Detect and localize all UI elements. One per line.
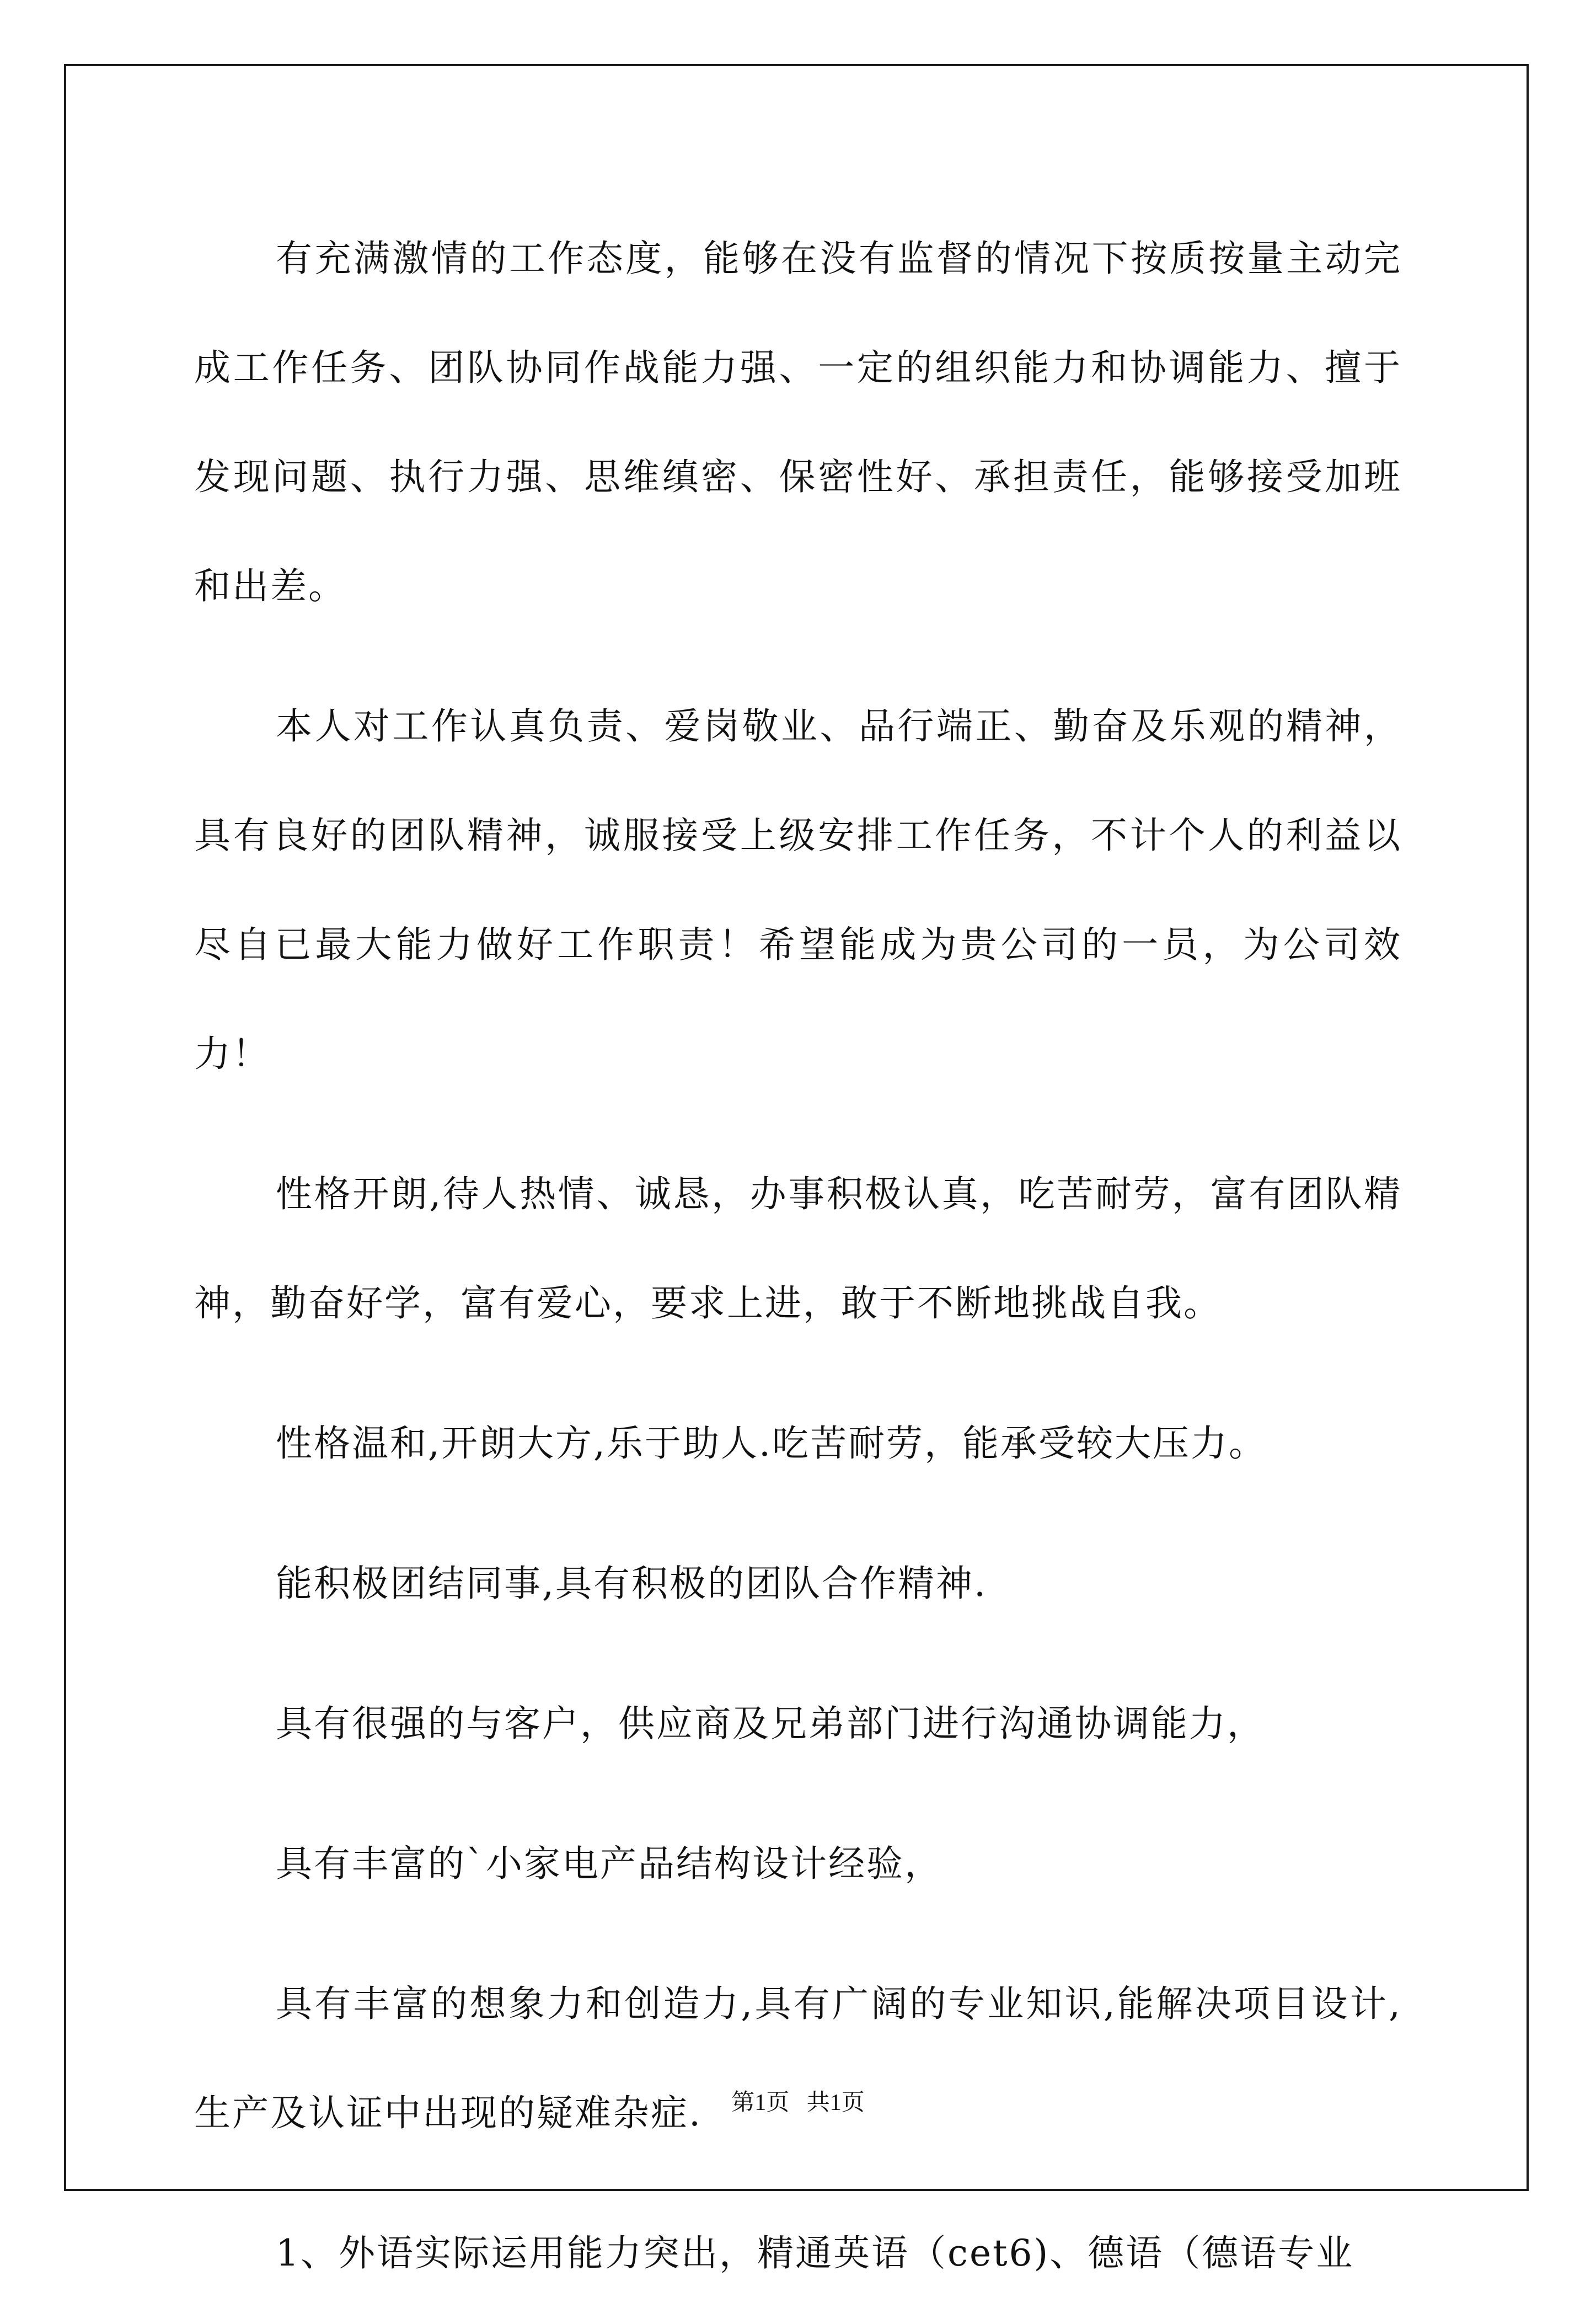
- paragraph-4: 性格温和,开朗大方,乐于助人.吃苦耐劳，能承受较大压力。: [276, 1422, 1267, 1465]
- paragraph-5: 能积极团结同事,具有积极的团队合作精神.: [276, 1562, 987, 1605]
- paragraph-6: 具有很强的与客户，供应商及兄弟部门进行沟通协调能力，: [276, 1702, 1265, 1745]
- paragraph-1: 有充满激情的工作态度，能够在没有监督的情况下按质按量主动完成工作任务、团队协同作战能力强、一定的组织能力和协调能力、擅于发现问题、执行力强、思维缜密、保密性好、承担责任，能够接受加班和出差。: [194, 237, 1402, 607]
- paragraph-9: 1、外语实际运用能力突出，精通英语（cet6)、德语（德语专业: [276, 2232, 1354, 2274]
- paragraph-3: 性格开朗,待人热情、诚恳，办事积极认真，吃苦耐劳，富有团队精神，勤奋好学，富有爱心，要求上进，敢于不断地挑战自我。: [194, 1173, 1402, 1324]
- document-body: [194, 204, 1402, 2308]
- paragraph-2: 本人对工作认真负责、爱岗敬业、品行端正、勤奋及乐观的精神，具有良好的团队精神，诚服接受上级安排工作任务，不计个人的利益以尽自已最大能力做好工作职责！希望能成为贵公司的一员，为公司效力！: [194, 705, 1402, 1075]
- page-footer: 第1页 共1页: [731, 2090, 865, 2115]
- paragraph-8: 具有丰富的想象力和创造力,具有广阔的专业知识,能解决项目设计,生产及认证中出现的疑难杂症.: [194, 1983, 1402, 2134]
- paragraph-7: 具有丰富的`小家电产品结构设计经验，: [276, 1842, 942, 1885]
